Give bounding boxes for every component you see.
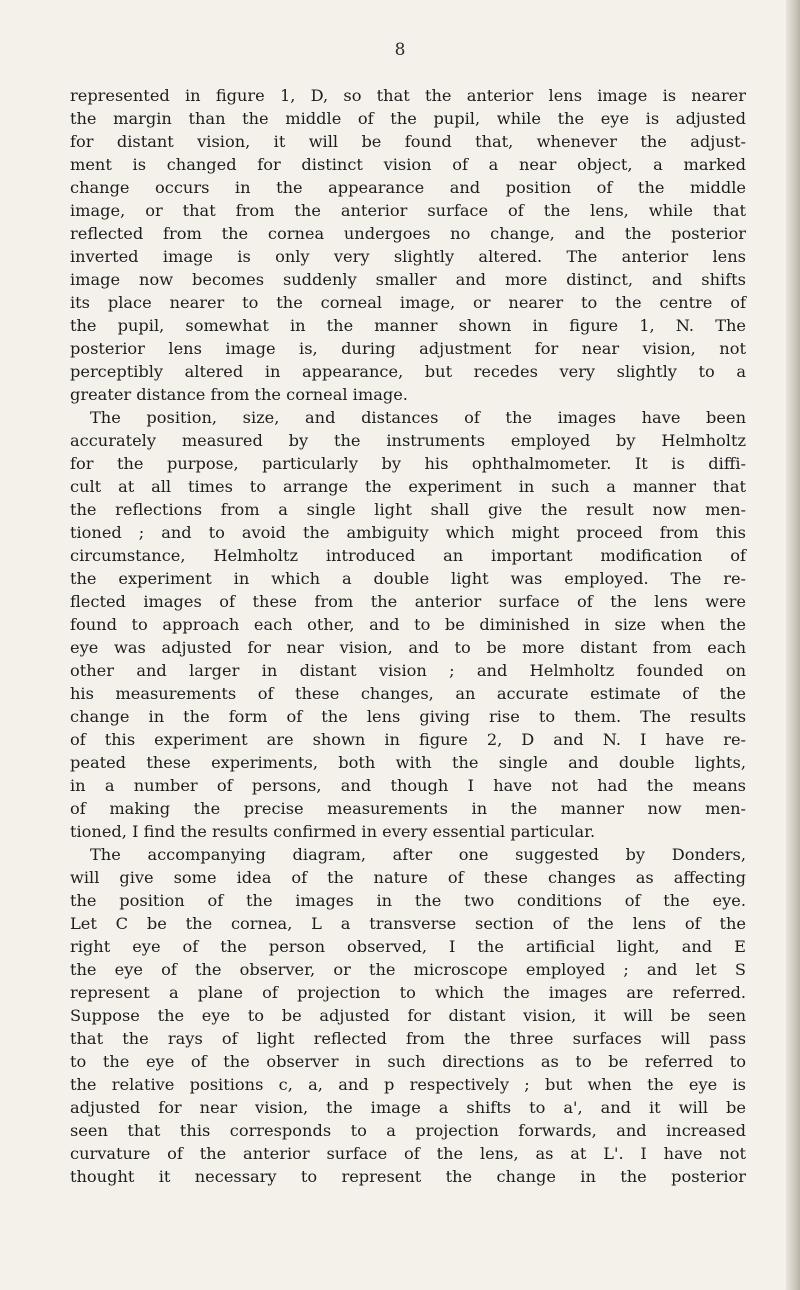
text-line: the position of the images in the two conditions of the eye. [70,891,746,910]
text-line: The accompanying diagram, after one suggested by Donders, [90,845,746,864]
text-line: thought it necessary to represent the change in the posterior [70,1167,746,1186]
text-line: in a number of persons, and though I have not had the means [70,776,746,795]
page-edge-shadow [786,0,800,1290]
text-line: flected images of these from the anterior surface of the lens were [70,592,746,611]
text-line: the experiment in which a double light was employed. The re- [70,569,746,588]
text-line: greater distance from the corneal image. [70,385,408,404]
text-line: for the purpose, particularly by his ophthalmometer. It is diffi- [70,454,746,473]
text-line: of this experiment are shown in figure 2, D and N. I have re- [70,730,746,749]
text-line: The position, size, and distances of the images have been [90,408,746,427]
text-line: other and larger in distant vision ; and Helmholtz founded on [70,661,746,680]
text-line: represented in figure 1, D, so that the anterior lens image is nearer [70,86,746,105]
text-line: found to approach each other, and to be diminished in size when the [70,615,746,634]
text-line: the eye of the observer, or the microscope employed ; and let S [70,960,746,979]
text-line: the relative positions c, a, and p respectively ; but when the eye is [70,1075,746,1094]
text-line: the pupil, somewhat in the manner shown in figure 1, N. The [70,316,746,335]
text-line: circumstance, Helmholtz introduced an important modification of [70,546,746,565]
text-line: for distant vision, it will be found that, whenever the adjust- [70,132,746,151]
text-line: its place nearer to the corneal image, or nearer to the centre of [70,293,746,312]
text-line: reflected from the cornea undergoes no change, and the posterior [70,224,746,243]
text-line: tioned ; and to avoid the ambiguity which might proceed from this [70,523,746,542]
text-line: of making the precise measurements in the manner now men- [70,799,746,818]
text-line: represent a plane of projection to which the images are referred. [70,983,746,1002]
text-line: peated these experiments, both with the single and double lights, [70,753,746,772]
text-line: the reflections from a single light shall give the result now men- [70,500,746,519]
text-line: will give some idea of the nature of these changes as affecting [70,868,746,887]
text-line: eye was adjusted for near vision, and to be more distant from each [70,638,746,657]
text-line: adjusted for near vision, the image a shifts to a', and it will be [70,1098,746,1117]
text-line: curvature of the anterior surface of the lens, as at L'. I have not [70,1144,746,1163]
text-line: image, or that from the anterior surface of the lens, while that [70,201,746,220]
text-line: tioned, I find the results confirmed in every essential particular. [70,822,596,841]
text-line: his measurements of these changes, an accurate estimate of the [70,684,746,703]
text-line: seen that this corresponds to a projection forwards, and increased [70,1121,746,1140]
text-line: Let C be the cornea, L a transverse section of the lens of the [70,914,746,933]
text-line: inverted image is only very slightly altered. The anterior lens [70,247,746,266]
text-line: perceptibly altered in appearance, but recedes very slightly to a [70,362,746,381]
text-line: cult at all times to arrange the experiment in such a manner that [70,477,746,496]
text-line: ment is changed for distinct vision of a near object, a marked [70,155,746,174]
page-number: 8 [394,40,406,60]
text-line: that the rays of light reflected from the three surfaces will pass [70,1029,746,1048]
body-text [70,84,746,1188]
text-line: Suppose the eye to be adjusted for distant vision, it will be seen [70,1006,746,1025]
text-line: change in the form of the lens giving rise to them. The results [70,707,746,726]
text-line: the margin than the middle of the pupil, while the eye is adjusted [70,109,746,128]
text-line: right eye of the person observed, I the artificial light, and E [70,937,746,956]
text-line: to the eye of the observer in such directions as to be referred to [70,1052,746,1071]
text-line: posterior lens image is, during adjustment for near vision, not [70,339,746,358]
text-line: accurately measured by the instruments employed by Helmholtz [70,431,746,450]
text-line: change occurs in the appearance and position of the middle [70,178,746,197]
text-line: image now becomes suddenly smaller and more distinct, and shifts [70,270,746,289]
